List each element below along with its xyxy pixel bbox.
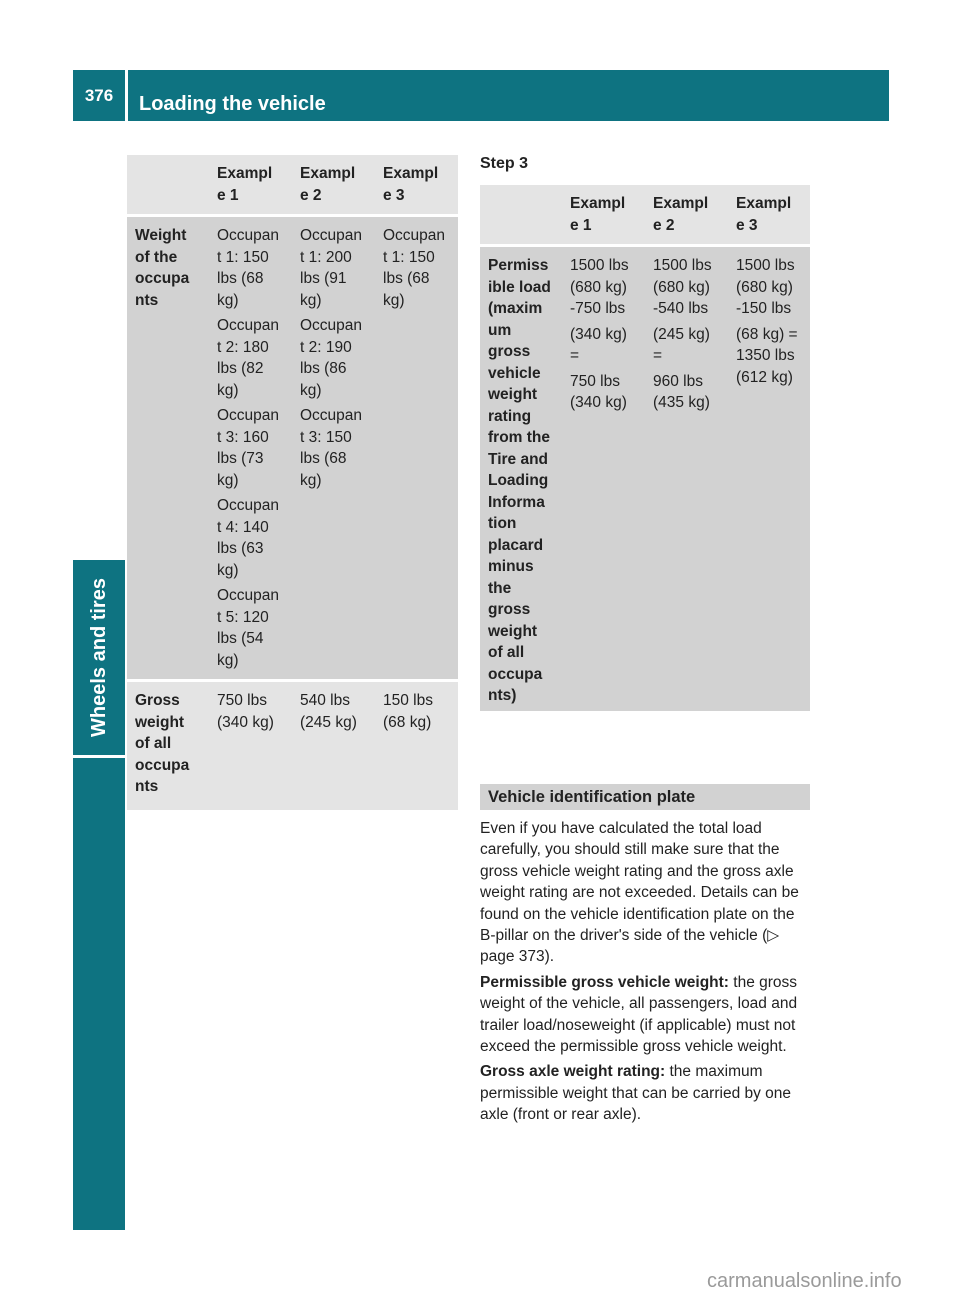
occupant-weight-table <box>127 155 458 810</box>
table-cell: 150 lbs (68 kg) <box>375 681 458 810</box>
occupant-entry: Occupan t 1: 150 lbs (68 kg) <box>217 227 280 309</box>
table-row <box>127 216 458 681</box>
occupant-entry: Occupan t 3: 160 lbs (73 kg) <box>217 407 280 489</box>
occupant-entry: Occupan t 5: 120 lbs (54 kg) <box>217 587 280 669</box>
watermark: carmanualsonline.info <box>707 1270 902 1292</box>
definition-text: the gross weight of the vehicle, all passengers, load and trailer load/noseweight (if applicable) must not exceed the permissible gross vehicle weight. <box>480 973 798 1056</box>
calc-line: 1500 lbs (680 kg) -750 lbs <box>570 257 629 317</box>
header-divider <box>125 70 128 121</box>
calc-line: 960 lbs (435 kg) <box>653 372 710 411</box>
page-number: 376 <box>84 85 114 105</box>
table-cell: 540 lbs (245 kg) <box>292 681 375 810</box>
calc-line: (340 kg) = <box>570 325 627 364</box>
occupant-entry: Occupan t 2: 180 lbs (82 kg) <box>217 317 280 399</box>
side-tab-divider <box>73 755 125 758</box>
table-cell <box>728 246 810 711</box>
calc-line: 750 lbs (340 kg) <box>570 372 627 411</box>
table-cell <box>375 216 458 681</box>
definition-term: Gross axle weight rating: <box>480 1063 666 1081</box>
corner-cell <box>480 185 562 246</box>
table-row <box>127 681 458 810</box>
definition-paragraph <box>480 972 812 1058</box>
column-header: Exampl e 3 <box>375 155 458 216</box>
column-header: Exampl e 2 <box>645 185 728 246</box>
column-header: Exampl e 1 <box>562 185 645 246</box>
permissible-load-table <box>480 185 810 711</box>
table-row <box>480 246 810 711</box>
calc-line: 1500 lbs (680 kg) -540 lbs <box>653 257 712 317</box>
intro-paragraph: Even if you have calculated the total load carefully, you should still make sure that the gross vehicle weight rating and the gross axle weight rating are not exceeded. Details can be found on the vehicle identification plate on the B-pillar on the driver's side of the vehicle (▷ page 373). <box>480 820 799 966</box>
section-heading: Vehicle identification plate <box>480 784 810 810</box>
table-cell <box>562 246 645 711</box>
section-body <box>480 818 812 1130</box>
occupant-entry: Occupan t 1: 200 lbs (91 kg) <box>300 227 363 309</box>
chapter-label: Wheels and tires <box>87 578 110 737</box>
table-cell <box>645 246 728 711</box>
column-header: Exampl e 2 <box>292 155 375 216</box>
page-header <box>73 70 889 121</box>
calc-line: (68 kg) = 1350 lbs (612 kg) <box>736 325 798 386</box>
definition-term: Permissible gross vehicle weight: <box>480 973 729 991</box>
calc-line: 1500 lbs (680 kg) -150 lbs <box>736 257 795 317</box>
column-header: Exampl e 1 <box>209 155 292 216</box>
step-heading: Step 3 <box>480 155 529 172</box>
page-title: Loading the vehicle <box>139 93 326 115</box>
occupant-entry: Occupan t 4: 140 lbs (63 kg) <box>217 497 280 579</box>
definition-text: the maximum permissible weight that can be carried by one axle (front or rear axle). <box>480 1063 792 1124</box>
row-label: Gross weight of all occupa nts <box>127 681 209 810</box>
table-cell <box>209 216 292 681</box>
table-cell: 750 lbs (340 kg) <box>209 681 292 810</box>
row-label: Permiss ible load (maxim um gross vehicle weight rating from the Tire and Loading Informa tion placard minus the gross weight of all occupa nts) <box>480 246 562 711</box>
corner-cell <box>127 155 209 216</box>
definition-paragraph <box>480 1061 812 1125</box>
occupant-entry: Occupan t 2: 190 lbs (86 kg) <box>300 317 363 399</box>
occupant-entry: Occupan t 1: 150 lbs (68 kg) <box>383 227 446 309</box>
calc-line: (245 kg) = <box>653 325 710 364</box>
chapter-side-tab <box>73 560 125 1230</box>
occupant-entry: Occupan t 3: 150 lbs (68 kg) <box>300 407 363 489</box>
table-cell <box>292 216 375 681</box>
column-header: Exampl e 3 <box>728 185 810 246</box>
row-label: Weight of the occupa nts <box>127 216 209 681</box>
